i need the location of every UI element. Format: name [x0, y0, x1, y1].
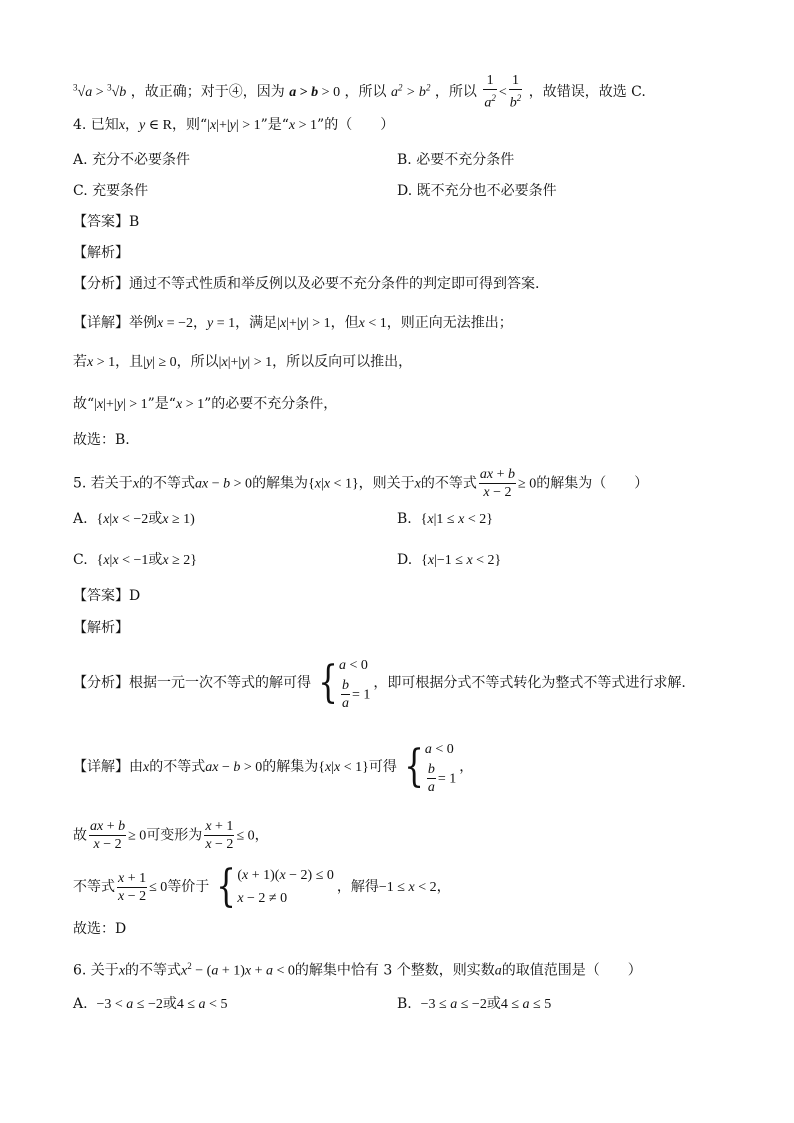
text-part: 6. 关于: [73, 962, 119, 979]
math-fraction-x-plus-1-over-x-minus-2: $\frac{x + 1}{x - 2}$: [118, 870, 147, 904]
q5-xiangjie-2: 故 $\frac{ax + b}{x - 2}$ ≥ 0可变形为 $\frac{x + 1}{x - 2}$ ≤ 0，: [73, 819, 269, 852]
text-part: 可得: [368, 759, 397, 775]
option-label: D.: [397, 552, 413, 568]
q5-xiangjie-1: 【详解】由x的不等式ax − b > 0的解集为{x|x < 1}可得 { a < 0 $\frac{b}{a}$ = 1 ，: [73, 738, 473, 796]
text-part: ，即可根据分式不等式转化为整式不等式进行求解.: [373, 675, 686, 691]
text-part: 由: [129, 759, 143, 775]
math-fraction-ax-plus-b-over-x-minus-2: $\frac{ax + b}{x - 2}$: [90, 819, 126, 852]
text-part: 或: [148, 552, 163, 568]
text-part: 或: [486, 996, 501, 1012]
text-part: 等价于: [167, 879, 210, 895]
answer-value: B: [129, 214, 140, 230]
answer-label: 【答案】: [73, 214, 129, 230]
answer-label: 【答案】: [73, 588, 129, 604]
text-part: 的不等式: [149, 759, 206, 775]
fenxi-label: 【分析】: [73, 675, 129, 691]
q5-option-c: C. {x|x < −1或x ≥ 2}: [73, 552, 197, 568]
option-label: B.: [397, 996, 412, 1012]
text-part: ，但: [330, 315, 359, 331]
text-part: ，则正向无法推出；: [386, 315, 513, 331]
text-part: 若: [73, 354, 87, 370]
q5-option-d: D. {x|−1 ≤ x < 2}: [397, 552, 502, 568]
q5-answer: [73, 586, 140, 606]
text-part: 根据一元一次不等式的解可得: [129, 675, 311, 691]
q4-stem-part: 4. 已知: [73, 117, 119, 133]
math-fraction-ax-plus-b-over-x-minus-2: $\frac{ax + b}{x - 2}$: [479, 467, 516, 500]
carryover-text-4: ，故错误，故选 C.: [528, 83, 646, 100]
q5-fenxi: [73, 654, 686, 712]
math-system-a-lt-0-b-over-a-eq-1: { a < 0 $\frac{b}{a}$ = 1: [404, 741, 457, 795]
text-part: 可变形为: [146, 827, 203, 844]
math-fraction-1-over-b2: $\frac{1}{b^2}$: [509, 73, 522, 111]
text-part: ，: [254, 827, 269, 844]
q4-option-d: D. 既不充分也不必要条件: [397, 183, 557, 199]
q5-option-b: B. {x|1 ≤ x < 2}: [397, 511, 493, 527]
math-system-a-lt-0-b-over-a-eq-1: { a < 0 $\frac{b}{a}$ = 1: [318, 657, 371, 711]
math-cuberoot-a-gt-cuberoot-b: $^3$√a > $^3$√b: [73, 82, 127, 100]
answer-value: D: [129, 588, 141, 604]
q4-answer: [73, 212, 139, 232]
text-part: 举例: [129, 315, 157, 331]
text-part: ，: [459, 759, 474, 775]
text-part: 5. 若关于: [73, 475, 133, 492]
q4-option-c: C. 充要条件: [73, 183, 149, 199]
math-a-gt-b-gt-0: a: [289, 84, 297, 100]
q4-xiangjie-3: 故“|x|+|y| > 1”是“x > 1”的必要不充分条件，: [73, 396, 338, 412]
q5-analysis-label: 【解析】: [73, 620, 129, 636]
fenxi-label: 【分析】: [73, 276, 129, 292]
text-part: ，且: [115, 354, 144, 370]
xiangjie-label: 【详解】: [73, 759, 129, 775]
text-part: ，所以反向可以推出，: [272, 354, 413, 370]
carryover-text-1: ，故正确；对于④，因为: [130, 83, 285, 100]
text-part: 不等式: [73, 879, 115, 895]
q5-xiangjie-3: 不等式 $\frac{x + 1}{x - 2}$ ≤ 0等价于 { (x + 1)(x − 2) ≤ 0 x − 2 ≠ 0 ，解得−1 ≤ x < 2，: [73, 861, 451, 912]
q4-stem: 4. 已知x，y ∈ R，则“|x|+|y| > 1”是“x > 1”的（ ）: [73, 117, 395, 133]
option-label: B.: [397, 511, 412, 527]
fenxi-text: 通过不等式性质和举反例以及必要不充分条件的判定即可得到答案.: [129, 276, 540, 292]
q4-stem-part: ，则“: [171, 117, 208, 133]
text-part: 或: [148, 511, 163, 527]
q4-stem-part: ”是“: [260, 117, 289, 133]
text-part: 的解集为（ ）: [536, 475, 649, 492]
xiangjie-label: 【详解】: [73, 315, 129, 331]
text-part: ”是“: [147, 396, 176, 412]
text-part: 的解集中恰有 3 个整数，则实数: [294, 962, 495, 979]
carryover-line: $^3$√a > $^3$√b ，故正确；对于④，因为 a > b > 0 ，所以 $a^2 > b^2$ ，所以 $\frac{1}{a^2}$ < $\frac{1}{b^2}$ ，故错误，故选 C.: [73, 73, 646, 111]
text-part: ，则关于: [358, 475, 415, 492]
math-fraction-1-over-a2: $\frac{1}{a^2}$: [484, 73, 496, 111]
carryover-text-2: ，所以: [344, 83, 387, 100]
q5-stem: 5. 若关于x的不等式ax − b > 0的解集为{x|x < 1}，则关于x的不等式 $\frac{ax + b}{x - 2}$ ≥ 0的解集为（ ）: [73, 467, 649, 500]
text-part: 的取值范围是（ ）: [501, 962, 642, 979]
text-part: ”的必要不充分条件，: [204, 396, 338, 412]
text-part: ，: [436, 879, 451, 895]
q4-analysis-label: 【解析】: [73, 245, 129, 261]
q4-conclusion: 故选：B.: [73, 432, 130, 448]
text-part: 的不等式: [420, 475, 477, 492]
text-part: ，满足: [235, 315, 278, 331]
q4-option-b: B. 必要不充分条件: [397, 152, 515, 168]
math-system-product-and-nonzero: { (x + 1)(x − 2) ≤ 0 x − 2 ≠ 0: [216, 861, 334, 912]
text-part: 故: [73, 827, 87, 844]
text-part: 的解集为: [252, 475, 309, 492]
text-part: 的解集为: [262, 759, 319, 775]
q6-stem: 6. 关于x的不等式$x^2 - (a + 1)x + a < 0$的解集中恰有 3 个整数，则实数a的取值范围是（ ）: [73, 961, 642, 979]
option-label: A.: [73, 511, 88, 527]
math-a2-gt-b2: $a^2 > b^2$: [390, 82, 431, 100]
q4-stem-part: ”的（ ）: [317, 117, 395, 133]
text-part: 的不等式: [125, 962, 182, 979]
q4-fenxi: [73, 274, 539, 294]
math-fraction-x-plus-1-over-x-minus-2: $\frac{x + 1}{x - 2}$: [205, 819, 234, 852]
text-part: 故“: [73, 396, 95, 412]
option-label: A.: [73, 996, 88, 1012]
q6-option-b: B. −3 ≤ a ≤ −2或4 ≤ a ≤ 5: [397, 996, 552, 1012]
text-part: 或: [162, 996, 177, 1012]
text-part: ，解得: [336, 879, 379, 895]
q4-option-a: A. 充分不必要条件: [73, 152, 191, 168]
text-part: 的不等式: [139, 475, 196, 492]
q4-xiangjie-2: 若x > 1，且|y| ≥ 0，所以|x|+|y| > 1，所以反向可以推出，: [73, 354, 413, 370]
carryover-text-3: ，所以: [434, 83, 477, 100]
text-part: ，所以: [176, 354, 219, 370]
text-part: ，: [193, 315, 208, 331]
q5-conclusion: 故选：D: [73, 921, 127, 937]
option-label: C.: [73, 552, 88, 568]
q5-option-a: A. {x|x < −2或x ≥ 1): [73, 511, 195, 527]
q6-option-a: A. −3 < a ≤ −2或4 ≤ a < 5: [73, 996, 228, 1012]
q4-xiangjie-1: 【详解】举例x = −2，y = 1，满足|x|+|y| > 1，但x < 1，则正向无法推出；: [73, 315, 513, 331]
